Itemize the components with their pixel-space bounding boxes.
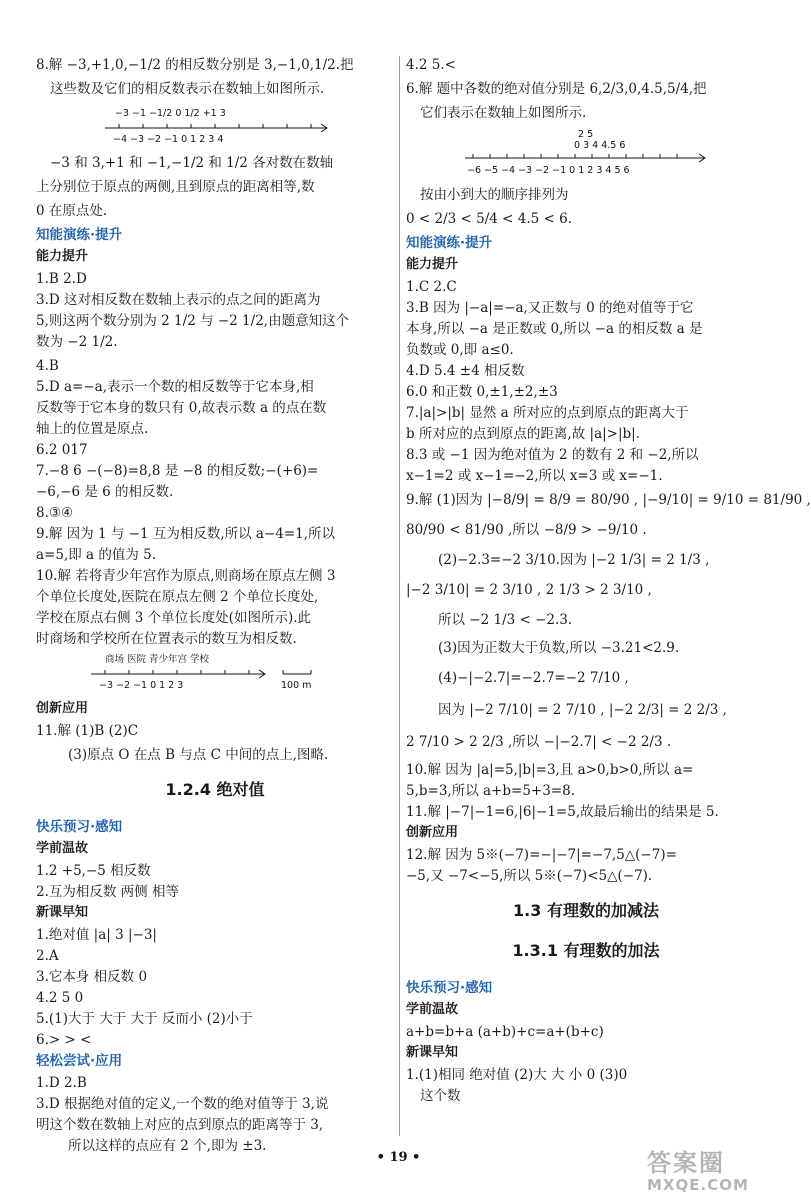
section-heading-preview: 快乐预习·感知 <box>36 819 123 835</box>
answer-6-line2: 它们表示在数轴上如图所示. <box>420 105 587 121</box>
ability-answer-9-line4: |−2 3/10| = 2 3/10 , 2 1/3 > 2 3/10 , <box>406 582 652 598</box>
answer-6: 6.2 017 <box>36 442 88 458</box>
answer-10-line1: 10.解 若将青少年宫作为原点,则商场在原点左侧 3 <box>36 568 336 584</box>
number-line-1 <box>95 104 335 148</box>
ability-answer-7-line2: b 所对应的点到原点的距离,故 |a|>|b|. <box>406 426 641 442</box>
ability-answer-9-line9: 2 7/10 > 2 2/3 ,所以 −|−2.7| < −2 2/3 . <box>406 734 672 750</box>
ability-answer-9-line1: 9.解 (1)因为 |−8/9| = 8/9 = 80/90 , |−9/10| = 9/10 = 81/90 , <box>406 492 811 508</box>
number-line-2-ticks: −3 −2 −1 0 1 2 3 <box>99 680 184 691</box>
watermark-text-cn: 答案圈 <box>647 1149 725 1177</box>
try-answer-3-line2: 明这个数在数轴上对应的点到原点的距离等于 3, <box>36 1117 324 1133</box>
answer-8-line4: 上分别位于原点的两侧,且到原点的距离相等,数 <box>36 179 315 195</box>
answer-11-line2: (3)原点 O 在点 B 与点 C 中间的点上,图略. <box>68 747 329 763</box>
answer-3-line3: 数为 −2 1/2. <box>36 334 118 350</box>
answer-10-line4: 时商场和学校所在位置表示的数互为相反数. <box>36 631 297 647</box>
ability-answer-4-5: 4.D 5.4 ±4 相反数 <box>406 363 525 379</box>
subheading-new-lesson-right: 新课早知 <box>406 1045 459 1060</box>
ability-answer-9-line8: 因为 |−2 7/10| = 2 7/10 , |−2 2/3| = 2 2/3 , <box>438 702 727 718</box>
left-column <box>36 56 394 1158</box>
try-answer-3-line1: 3.D 根据绝对值的定义,一个数的绝对值等于 3,说 <box>36 1096 329 1112</box>
number-line-2-labels: 商场 医院 青少年宫 学校 <box>105 654 210 665</box>
ability-answer-3-line3: 负数或 0,即 a≤0. <box>406 342 514 358</box>
answer-10-line3: 学校在原点右侧 3 个单位长度处(如图所示).此 <box>36 610 311 626</box>
ability-answer-7-line1: 7.|a|>|b| 显然 a 所对应的点到原点的距离大于 <box>406 405 689 421</box>
number-line-1-ticks: −4 −3 −2 −1 0 1 2 3 4 <box>113 134 224 145</box>
page-number: • 19 • <box>376 1150 421 1165</box>
ability-answer-10-line2: 5,b=3,所以 a+b=5+3=8. <box>406 783 576 799</box>
order-intro: 按由小到大的顺序排列为 <box>420 187 569 203</box>
answer-7-line2: −6,−6 是 6 的相反数. <box>36 484 174 500</box>
ability-answer-9-line6: (3)因为正数大于负数,所以 −3.21<2.9. <box>438 640 680 656</box>
answer-5-line3: 轴上的位置是原点. <box>36 421 149 437</box>
ability-answer-9-line5: 所以 −2 1/3 < −2.3. <box>438 612 573 628</box>
watermark-logo <box>647 1150 777 1194</box>
ability-answer-8-line2: x−1=2 或 x−1=−2,所以 x=3 或 x=−1. <box>406 468 663 484</box>
new-answer-3: 3.它本身 相反数 0 <box>36 969 148 985</box>
subheading-new-lesson: 新课早知 <box>36 905 89 920</box>
section-title-1-3: 1.3 有理数的加减法 <box>513 901 659 920</box>
ability-answer-3-line1: 3.B 因为 |−a|=−a,又正数与 0 的绝对值等于它 <box>406 300 694 316</box>
answer-11-line1: 11.解 (1)B (2)C <box>36 723 139 739</box>
column-divider <box>399 56 400 1136</box>
subheading-review-right: 学前温故 <box>406 1002 459 1017</box>
subheading-ability-right: 能力提升 <box>406 257 459 272</box>
answer-8-line5: 0 在原点处. <box>36 203 108 219</box>
new-answer-4: 4.2 5 0 <box>36 990 84 1006</box>
ability-answer-9-line7: (4)−|−2.7|=−2.7=−2 7/10 , <box>438 670 629 686</box>
new-answer-1: 1.绝对值 |a| 3 |−3| <box>36 927 157 943</box>
order-result: 0 < 2/3 < 5/4 < 4.5 < 6. <box>406 211 572 227</box>
answer-9-line1: 9.解 因为 1 与 −1 互为相反数,所以 a−4=1,所以 <box>36 526 336 542</box>
ability-answer-10-line1: 10.解 因为 |a|=5,|b|=3,且 a>0,b>0,所以 a= <box>406 762 694 778</box>
answer-8-line1: 8.解 −3,+1,0,−1/2 的相反数分别是 3,−1,0,1/2.把 <box>36 57 354 73</box>
answer-7-line1: 7.−8 6 −(−8)=8,8 是 −8 的相反数;−(+6)= <box>36 463 319 479</box>
answer-4: 4.B <box>36 358 59 374</box>
try-answer-3-line3: 所以这样的点应有 2 个,即为 ±3. <box>68 1138 267 1154</box>
try-answer-1-2: 1.D 2.B <box>36 1075 87 1091</box>
section-title-1-2-4: 1.2.4 绝对值 <box>165 780 265 799</box>
preview-answer-1: 1.2 +5,−5 相反数 <box>36 863 151 879</box>
answer-4-5: 4.2 5.< <box>406 57 456 73</box>
ability-answer-3-line2: 本身,所以 −a 是正数或 0,所以 −a 的相反数 a 是 <box>406 321 703 337</box>
section-heading-practice: 知能演练·提升 <box>36 227 123 243</box>
ability-answer-11: 11.解 |−7|−1=6,|6|−1=5,故最后输出的结果是 5. <box>406 804 719 820</box>
preview-answer-2: 2.互为相反数 两侧 相等 <box>36 884 179 900</box>
new-lesson-answer-1-cont: 这个数 <box>420 1088 461 1104</box>
answer-8-line3: −3 和 3,+1 和 −1,−1/2 和 1/2 各对数在数轴 <box>50 155 334 171</box>
innovation-answer-12-line2: −5,又 −7<−5,所以 5※(−7)<5△(−7). <box>406 868 653 884</box>
new-answer-5: 5.(1)大于 大于 大于 反而小 (2)小于 <box>36 1011 253 1027</box>
subheading-innovation-right: 创新应用 <box>406 825 459 840</box>
subheading-innovation: 创新应用 <box>36 701 89 716</box>
section-heading-try: 轻松尝试·应用 <box>36 1053 123 1069</box>
answer-8-line2: 这些数及它们的相反数表示在数轴上如图所示. <box>50 81 325 97</box>
number-line-1-marks: −3 −1 −1/2 0 1/2 +1 3 <box>115 108 226 119</box>
section-title-1-3-1: 1.3.1 有理数的加法 <box>512 941 660 960</box>
number-line-3-mid: 0 3 4 4.5 6 <box>574 140 626 151</box>
number-line-2-scale: 100 m <box>281 680 312 691</box>
answer-3-line2: 5,则这两个数分别为 2 1/2 与 −2 1/2,由题意知这个 <box>36 313 350 329</box>
new-lesson-answer-1: 1.(1)相同 绝对值 (2)大 大 小 0 (3)0 <box>406 1067 628 1083</box>
answer-1-2: 1.B 2.D <box>36 271 87 287</box>
number-line-3 <box>461 128 711 180</box>
innovation-answer-12-line1: 12.解 因为 5※(−7)=−|−7|=−7,5△(−7)= <box>406 847 677 863</box>
section-heading-practice-right: 知能演练·提升 <box>406 235 493 251</box>
new-answer-6: 6.> > < <box>36 1032 92 1048</box>
answer-8: 8.③④ <box>36 505 74 521</box>
subheading-ability: 能力提升 <box>36 249 89 264</box>
number-line-3-top: 2 5 <box>578 129 594 140</box>
watermark-text-url: MXQE.COM <box>647 1176 749 1194</box>
number-line-2 <box>75 652 355 694</box>
answer-10-line2: 个单位长度处,医院在原点左侧 2 个单位长度处, <box>36 589 319 605</box>
answer-5-line2: 反数等于它本身的数只有 0,故表示数 a 的点在数 <box>36 400 327 416</box>
right-column <box>406 56 811 1108</box>
ability-answer-9-line3: (2)−2.3=−2 3/10.因为 |−2 1/3| = 2 1/3 , <box>438 552 710 568</box>
answer-6-line1: 6.解 题中各数的绝对值分别是 6,2/3,0,4.5,5/4,把 <box>406 81 707 97</box>
ability-answer-1-2: 1.C 2.C <box>406 279 457 295</box>
answer-3-line1: 3.D 这对相反数在数轴上表示的点之间的距离为 <box>36 292 321 308</box>
number-line-3-ticks: −6 −5 −4 −3 −2 −1 0 1 2 3 4 5 6 <box>467 165 630 176</box>
answer-5-line1: 5.D a=−a,表示一个数的相反数等于它本身,相 <box>36 379 314 395</box>
ability-answer-6: 6.0 和正数 0,±1,±2,±3 <box>406 384 558 400</box>
ability-answer-8-line1: 8.3 或 −1 因为绝对值为 2 的数有 2 和 −2,所以 <box>406 447 699 463</box>
section-heading-preview-right: 快乐预习·感知 <box>406 980 493 996</box>
answer-9-line2: a=5,即 a 的值为 5. <box>36 547 157 563</box>
subheading-review: 学前温故 <box>36 841 89 856</box>
new-answer-2: 2.A <box>36 948 59 964</box>
review-answer: a+b=b+a (a+b)+c=a+(b+c) <box>406 1024 604 1040</box>
ability-answer-9-line2: 80/90 < 81/90 ,所以 −8/9 > −9/10 . <box>406 522 647 538</box>
